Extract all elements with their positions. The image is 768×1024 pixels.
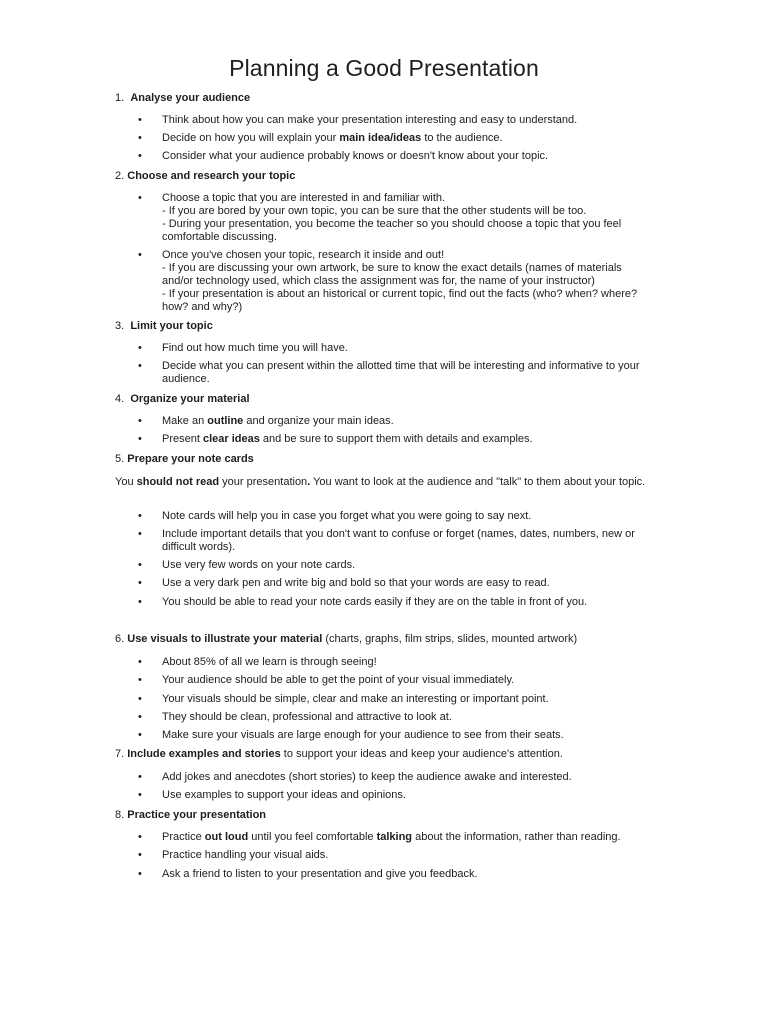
list-item: Add jokes and anecdotes (short stories) to keep the audience awake and interested.: [162, 771, 572, 783]
section-title: Practice your presentation: [127, 809, 267, 821]
section-number: 7.: [115, 748, 125, 760]
bullet: •: [138, 360, 142, 372]
bullet: •: [138, 577, 142, 589]
list-item: Use a very dark pen and write big and bold so that your words are easy to read.: [162, 577, 550, 589]
list-item: Once you've chosen your topic, research it inside and out! - If you are discussing your own artwork, be sure to know the exact details (names of materials and/or technology used, which class the assignment was for, the name of your instructor) - If your presentation is about an historical or current topic, find out the facts (who? when? where? how? and why?): [162, 249, 638, 313]
section-number: 2.: [115, 170, 125, 182]
list-item: Decide on how you will explain your main idea/ideas to the audience.: [162, 132, 503, 144]
list-item: Use examples to support your ideas and opinions.: [162, 789, 406, 801]
section-4-heading: [115, 393, 655, 406]
section-title: Prepare your note cards: [127, 453, 254, 465]
section-7-heading: 7. Include examples and stories to support your ideas and keep your audience's attention.: [115, 748, 563, 760]
list-item: Present clear ideas and be sure to support them with details and examples.: [162, 433, 533, 445]
bullet: •: [138, 729, 142, 741]
section-title: Limit your topic: [130, 320, 213, 332]
bullet: •: [138, 528, 142, 540]
section-3-heading: [115, 320, 655, 333]
section-number: 1.: [115, 92, 125, 104]
list-item: Choose a topic that you are interested in and familiar with. - If you are bored by your own topic, you can be sure that the other students will be too. - During your presentation, you become the teacher so you should choose a topic that you feel comfortable discussing.: [162, 192, 622, 243]
bullet: •: [138, 656, 142, 668]
section-5-heading: [115, 453, 655, 466]
bullet: •: [138, 342, 142, 354]
bullet: •: [138, 868, 142, 880]
bullet: •: [138, 596, 142, 608]
bullet: •: [138, 771, 142, 783]
list-item: Your visuals should be simple, clear and make an interesting or important point.: [162, 693, 549, 705]
bullet: •: [138, 415, 142, 427]
list-item: Practice out loud until you feel comfortable talking about the information, rather than reading.: [162, 831, 621, 843]
list-item: Use very few words on your note cards.: [162, 559, 356, 571]
list-item: About 85% of all we learn is through seeing!: [162, 656, 377, 668]
section-5-intro: You should not read your presentation. You want to look at the audience and "talk" to them about your topic.: [115, 476, 646, 488]
bullet: •: [138, 249, 142, 261]
bullet: •: [138, 831, 142, 843]
section-number: 4.: [115, 393, 125, 405]
section-8-heading: [115, 809, 655, 822]
bullet: •: [138, 559, 142, 571]
list-item: Include important details that you don't want to confuse or forget (names, dates, numbers, new or difficult words).: [162, 528, 635, 553]
list-item: Consider what your audience probably knows or doesn't know about your topic.: [162, 150, 549, 162]
section-6-heading: 6. Use visuals to illustrate your material (charts, graphs, film strips, slides, mounted artwork): [115, 633, 578, 645]
list-item: Decide what you can present within the allotted time that will be interesting and informative to your audience.: [162, 360, 640, 385]
section-title: Use visuals to illustrate your material: [127, 633, 323, 645]
bullet: •: [138, 693, 142, 705]
section-1-heading: [115, 92, 655, 105]
list-item: Make sure your visuals are large enough for your audience to see from their seats.: [162, 729, 564, 741]
bullet: •: [138, 114, 142, 126]
list-item: Your audience should be able to get the point of your visual immediately.: [162, 674, 515, 686]
section-title: Organize your material: [130, 393, 250, 405]
list-item: You should be able to read your note cards easily if they are on the table in front of you.: [162, 596, 588, 608]
list-item: Think about how you can make your presentation interesting and easy to understand.: [162, 114, 578, 126]
bullet: •: [138, 510, 142, 522]
section-title: Include examples and stories: [127, 748, 281, 760]
section-number: 6.: [115, 633, 125, 645]
bullet: •: [138, 711, 142, 723]
list-item: Practice handling your visual aids.: [162, 849, 329, 861]
bullet: •: [138, 674, 142, 686]
list-item: They should be clean, professional and attractive to look at.: [162, 711, 452, 723]
section-2-heading: [115, 170, 655, 183]
bullet: •: [138, 132, 142, 144]
page-title: Planning a Good Presentation: [229, 55, 539, 81]
bullet: •: [138, 433, 142, 445]
section-number: 3.: [115, 320, 125, 332]
section-number: 5.: [115, 453, 125, 465]
section-number: 8.: [115, 809, 125, 821]
section-title: Analyse your audience: [130, 92, 251, 104]
bullet: •: [138, 192, 142, 204]
list-item: Make an outline and organize your main ideas.: [162, 415, 394, 427]
section-title: Choose and research your topic: [127, 170, 296, 182]
bullet: •: [138, 849, 142, 861]
bullet: •: [138, 150, 142, 162]
bullet: •: [138, 789, 142, 801]
list-item: Ask a friend to listen to your presentation and give you feedback.: [162, 868, 478, 880]
list-item: Note cards will help you in case you forget what you were going to say next.: [162, 510, 532, 522]
list-item: Find out how much time you will have.: [162, 342, 348, 354]
